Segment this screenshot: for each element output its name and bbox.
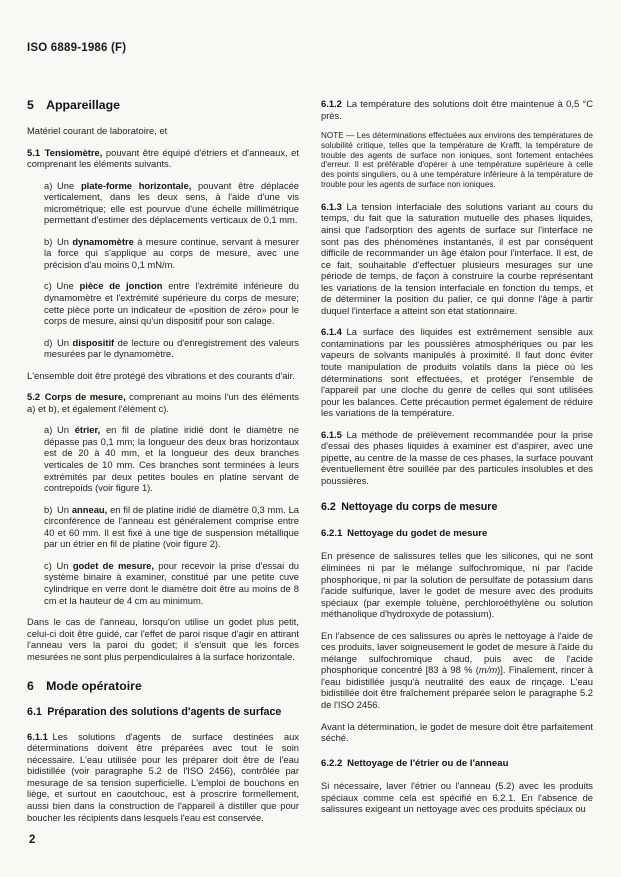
section-6-2-heading: 6.2 Nettoyage du corps de mesure <box>321 501 498 514</box>
list-item-5-2-a: a) Un étrier, en fil de platine iridié dont le diamètre ne dépasse pas 0,1 mm; la longueur des deux bras horizontaux est de 20 à 40 mm, et la longueur des deux branches verticales de 10 mm. Ces branches sont terminées à leurs extrémités par deux petites boules en platine servant de contrepoids (voir figure 1). <box>44 424 299 494</box>
paragraph-ensemble: L'ensemble doit être protégé des vibrations et des courants d'air. <box>27 369 295 381</box>
section-6-1-heading: 6.1 Préparation des solutions d'agents de surface <box>27 706 282 719</box>
paragraph-intro: Matériel courant de laboratoire, et <box>27 125 168 136</box>
section-6-2-1-heading: 6.2.1 Nettoyage du godet de mesure <box>321 527 488 539</box>
section-6-2-2-heading: 6.2.2 Nettoyage de l'étrier ou de l'anneau <box>321 757 509 769</box>
note-temperatures: NOTE — Les déterminations effectuées aux environs des températures de solubilité critique, telles que la température de Krafft, la température de trouble des agents de surface non ioniques, sont fortement entachées d'erreur. Il est préférable d'opérer à une température supérieure à celle des points singuliers, ou à une température inférieure à la température de trouble pour les agents de surface non ioniques. <box>321 131 593 190</box>
paragraph-5-1: 5.1 Tensiomètre, pouvant être équipé d'étriers et d'anneaux, et comprenant les éléments suivants. <box>27 146 299 170</box>
list-item-5-2-c: c) Un godet de mesure, pour recevoir la prise d'essai du système binaire à examiner, constitué par une petite cuve cylindrique en verre dont le diamètre doit être au moins de 8 cm et la hauteur de 4 cm au minimum. <box>44 559 299 606</box>
paragraph-silicones: En présence de salissures telles que les silicones, qui ne sont éliminées ni par le mélange sulfochromique, ni par l'acide phosphorique, ni par la solution de persulfate de potassium dans l'acide sulfurique, laver le godet de mesure avec des produits spéciaux (par exemple toluène, perchloroéthylène ou solution méthanolique d'hydroxyde de potassium). <box>321 550 593 620</box>
right-column <box>321 98 593 833</box>
two-column-layout <box>27 98 593 833</box>
paragraph-5-2: 5.2 Corps de mesure, comprenant au moins l'un des éléments a) et b), et également l'élément c). <box>27 391 299 414</box>
paragraph-6-1-4: 6.1.4 La surface des liquides est extrêmement sensible aux contaminations par les poussières atmosphériques ou par les vapeurs de solvants manipulés à proximité. Il faut donc éviter toute manipulation de produits volatils dans la pièce où les déterminations sont effectuées, et protéger l'ensemble de l'appareil par une cloche du genre de celles qui sont utilisées pour les balances. Cette précaution permet également de réduire les variations de la température. <box>321 326 593 419</box>
document-reference: ISO 6889-1986 (F) <box>27 42 127 54</box>
paragraph-6-1-5: 6.1.5 La méthode de prélèvement recommandée pour la prise d'essai des phases liquides à examiner est d'aspirer, avec une pipette, au centre de la masse de ces phases, la surface pouvant éventuellement être souillée par des particules insolubles et des poussières. <box>321 428 593 486</box>
paragraph-si-necessaire: Si nécessaire, laver l'étrier ou l'anneau (5.2) avec les produits spéciaux comme cela est spécifié en 6.2.1. En l'absence de salissures exigeant un nettoyage avec ces produits spéciaux ou <box>321 780 593 815</box>
list-item-5-1-b: b) Un dynamomètre à mesure continue, servant à mesurer la force qui s'applique au corps de mesure, avec une précision d'au moins 0,1 mN/m. <box>44 235 299 270</box>
paragraph-6-1-2: 6.1.2 La température des solutions doit être maintenue à 0,5 °C près. <box>321 98 593 121</box>
paragraph-avant-determination: Avant la détermination, le godet de mesure doit être parfaitement séché. <box>321 720 593 744</box>
paragraph-absence-salissures: En l'absence de ces salissures ou après le nettoyage à l'aide de ces produits, laver soigneusement le godet de mesure à l'aide du mélange sulfochromique chaud, puis avec de l'acide phosphorique concentré [83 à 98 % (m/m)]. Finalement, rincer à l'eau bidistillée jusqu'à neutralité des eaux de rinçage. L'eau bidistillée doit être fraîchement préparée selon le paragraphe 5.2 de l'ISO 2456. <box>321 629 593 711</box>
list-item-5-2-b: b) Un anneau, en fil de platine iridié de diamètre 0,3 mm. La circonférence de l'anneau est généralement comprise entre 40 et 60 mm. Il est fixé à une tige de suspension métallique par un étrier en fil de platine (voir figure 2). <box>44 503 299 550</box>
list-item-5-1-a: a) Une plate-forme horizontale, pouvant être déplacée verticalement, dans les deux sens, à l'aide d'une vis micrométrique; elle est pourvue d'une échelle millimétrique permettant d'estimer des déplacements verticaux de 0,1 mm. <box>44 179 300 226</box>
section-6-heading: 6 Mode opératoire <box>27 679 142 694</box>
paragraph-6-1-3: 6.1.3 La tension interfaciale des solutions variant au cours du temps, du fait que la saturation mutuelle des phases liquides, ainsi que l'adsorption des agents de surface sur l'interface ne sont pas des phénomènes instantanés, il est par conséquent difficile de recommander un âge étalon pour l'interface. Il est, de ce fait, souhaitable d'effectuer plusieurs mesurages sur une période de temps, de façon à construire la courbe représentant les variations de la tension interfaciale en fonction du temps, et de déterminer la position du palier, ce qui donne l'âge à partir duquel l'interface a atteint son état stationnaire. <box>321 200 593 316</box>
section-5-heading: 5 Appareillage <box>27 98 120 112</box>
left-column <box>27 98 299 833</box>
list-item-5-1-c: c) Une pièce de jonction entre l'extrémité inférieure du dynamomètre et l'extrémité supérieure du corps de mesure; cette pièce porte un indicateur de «position de zéro» pour le corps de mesure, ainsi qu'un dispositif pour son calage. <box>44 280 299 327</box>
list-item-5-1-d: d) Un dispositif de lecture ou d'enregistrement des valeurs mesurées par le dynamomètre. <box>44 336 299 360</box>
paragraph-godet-guidage: Dans le cas de l'anneau, lorsqu'on utilise un godet plus petit, celui-ci doit être guidé, car l'effet de paroi risque d'agir en attirant l'anneau vers la paroi du godet; il s'ensuit que les forces mesurées ne sont plus perpendiculaires à la surface horizontale. <box>27 616 299 662</box>
paragraph-6-1-1: 6.1.1 Les solutions d'agents de surface destinées aux déterminations doivent être préparées avec tout le soin nécessaire. L'eau utilisée pour les préparer doit être de l'eau bidistillée (voir paragraphe 5.2 de l'ISO 2456), contrôlée par mesurage de sa tension superficielle. L'emploi de bouchons en liège, et surtout en caoutchouc, est à proscrire formellement, aussi bien dans la construction de l'appareil à distiller que pour boucher les récipients dans lesquels l'eau est conservée. <box>27 730 299 823</box>
page-number: 2 <box>29 834 36 846</box>
